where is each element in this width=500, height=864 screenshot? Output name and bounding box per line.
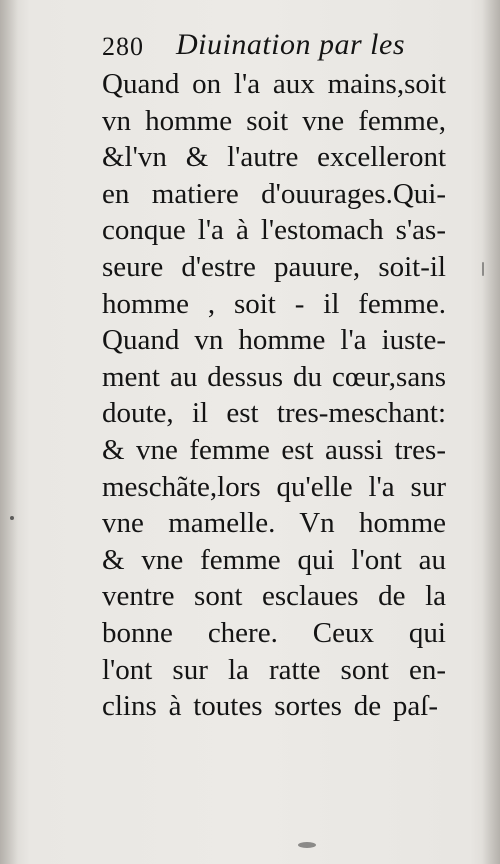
text-line: bonne chere. Ceux qui <box>102 616 446 649</box>
text-line: Quand vn homme l'a iuste- <box>102 324 446 357</box>
text-line: Quand on l'a aux mains,soit <box>102 68 446 100</box>
page-header <box>102 28 442 68</box>
text-line: & vne femme est aussi tres- <box>102 433 446 466</box>
body-text <box>102 66 450 725</box>
text-line: & vne femme qui l'ont au <box>102 543 446 576</box>
text-line: conque l'a à l'estomach s'as- <box>102 214 446 247</box>
text-line: seure d'estre pauure, soit-il <box>102 250 446 283</box>
page-right-edge <box>482 0 500 864</box>
text-line: en matiere d'ouurages.Qui- <box>102 177 446 210</box>
text-line: l'ont sur la ratte sont en- <box>102 653 446 686</box>
page-number: 280 <box>102 32 144 61</box>
text-line: vne mamelle. Vn homme <box>102 507 446 540</box>
ink-speck <box>10 516 14 520</box>
ink-speck <box>298 842 316 848</box>
text-line: ment au dessus du cœur,sans <box>102 360 446 393</box>
text-line: meschãte,lors qu'elle l'a sur <box>102 470 446 503</box>
text-line: homme , soit - il femme. <box>102 287 446 320</box>
running-title: Diuination par les <box>176 28 406 61</box>
ink-speck <box>482 262 484 276</box>
text-line: &l'vn & l'autre excelleront <box>102 141 446 174</box>
text-line: ventre sont esclaues de la <box>102 580 446 613</box>
text-line: vn homme soit vne femme, <box>102 104 446 137</box>
page-left-edge <box>0 0 18 864</box>
text-line: clins à toutes sortes de paſ- <box>102 690 438 723</box>
text-line: doute, il est tres-meschant: <box>102 397 446 430</box>
